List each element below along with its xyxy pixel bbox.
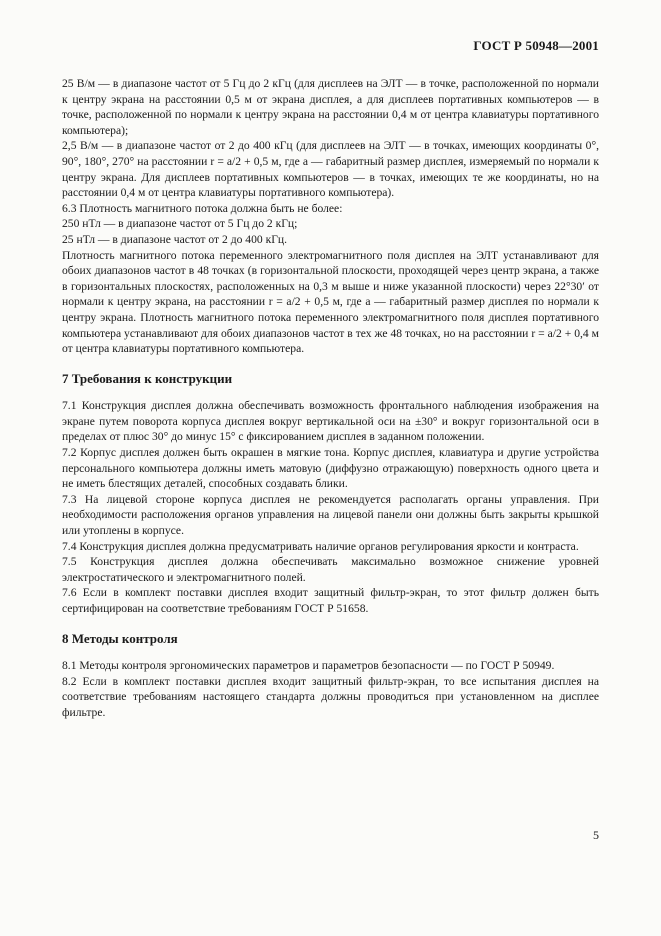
paragraph-7-1: 7.1 Конструкция дисплея должна обеспечивать возможность фронтального наблюдения изображения на экране путем поворота корпуса дисплея вокруг вертикальной оси на ±30° и вокруг горизонтальной оси в пределах от плюс 30° до минус 15° с фиксированием дисплея в заданном положении. [62,399,599,444]
paragraph-7-5: 7.5 Конструкция дисплея должна обеспечивать максимально возможное снижение уровней электростатического и электромагнитного полей. [62,555,599,584]
paragraph-7-6: 7.6 Если в комплект поставки дисплея входит защитный фильтр-экран, то этот фильтр должен быть сертифицирован на соответствие требованиям ГОСТ Р 51658. [62,586,599,615]
page-number: 5 [593,828,599,842]
section-8-heading: 8 Методы контроля [62,630,178,646]
paragraph-magnetic-measurement: Плотность магнитного потока переменного электромагнитного поля дисплея на ЭЛТ устанавливают для обоих диапазонов частот в 48 точках (в горизонтальной плоскости, проходящей через центр экрана, а также в горизонтальных плоскостях, расположенных на 0,3 м выше и ниже указанной плоскости) через 22°30′ от нормали к центру экрана, на расстоянии r = a/2 + 0,5 м, где a — габаритный размер дисплея по нормали к центру экрана. Плотность магнитного потока переменного электромагнитного поля дисплея портативного компьютера устанавливают для обоих диапазонов частот в тех же 48 точках, но на расстоянии r = a/2 + 0,4 м от центра клавиатуры портативного компьютера. [62,248,599,356]
document-code-header: ГОСТ Р 50948—2001 [473,38,599,53]
paragraph-7-3: 7.3 На лицевой стороне корпуса дисплея не рекомендуется располагать органы управления. При необходимости расположения органов управления на лицевой панели они должны быть закрыты крышкой или утоплены в корпусе. [62,492,599,538]
paragraph-electric-field-1: 25 В/м — в диапазоне частот от 5 Гц до 2 кГц (для дисплеев на ЭЛТ — в точке, расположенной по нормали к центру экрана на расстоянии 0,5 м от экрана дисплея, а для дисплеев портативных компьютеров — в точке, расположенной по нормали к центру экрана на расстоянии 0,4 м от центра клавиатуры портативного компьютера); [62,77,599,137]
paragraph-7-4: 7.4 Конструкция дисплея должна предусматривать наличие органов регулирования яркости и контраста. [62,539,579,553]
paragraph-8-2: 8.2 Если в комплект поставки дисплея входит защитный фильтр-экран, то все испытания дисплея на соответствие требованиям настоящего стандарта должны проводиться при установленном на дисплее фильтре. [62,674,599,719]
paragraph-8-1: 8.1 Методы контроля эргономических параметров и параметров безопасности — по ГОСТ Р 50949. [62,659,555,673]
section-7-heading: 7 Требования к конструкции [62,370,233,386]
paragraph-magnetic-250: 250 нТл — в диапазоне частот от 5 Гц до 2 кГц; [62,217,298,231]
paragraph-electric-field-2: 2,5 В/м — в диапазоне частот от 2 до 400 кГц (для дисплеев на ЭЛТ — в точках, имеющих координаты 0°, 90°, 180°, 270° на расстоянии r = a/2 + 0,5 м, где a — габаритный размер дисплея, измеряемый по нормали к центру экрана. Для дисплеев портативных компьютеров — в точках, имеющих те же координаты, но на расстоянии 0,4 м от центра клавиатуры портативного компьютера). [62,139,599,200]
paragraph-magnetic-25: 25 нТл — в диапазоне частот от 2 до 400 кГц. [62,232,288,246]
page-body [62,76,599,721]
paragraph-7-2: 7.2 Корпус дисплея должен быть окрашен в мягкие тона. Корпус дисплея, клавиатура и другие устройства персонального компьютера должны иметь матовую (диффузно отражающую) поверхность одного цвета и не иметь блестящих деталей, способных создавать блики. [62,446,599,491]
paragraph-6-3: 6.3 Плотность магнитного потока должна быть не более: [62,201,343,215]
